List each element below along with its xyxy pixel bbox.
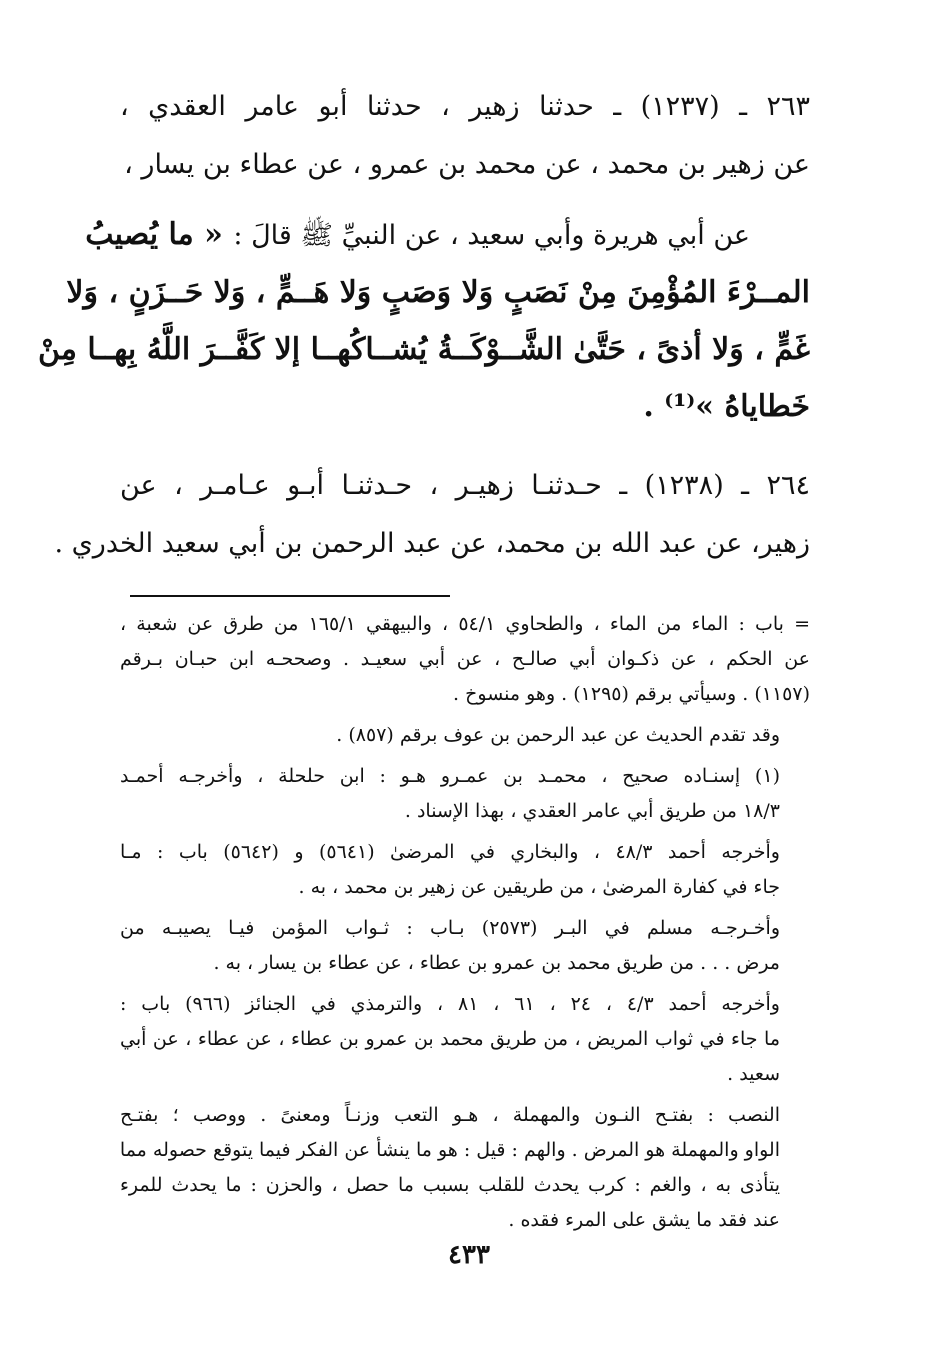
footnote-line: عن الحكم ، عن ذكـوان أبي صالـح ، عن أبي سعيـد . وصححـه ابن حبـان بـرقم [120, 648, 810, 670]
hadith-263 [120, 78, 810, 194]
footnote-line: وقد تقدم الحديث عن عبد الرحمن بن عوف برقم (٨٥٧) . [336, 724, 780, 746]
footnote-paragraph [120, 987, 810, 1092]
matn-line-3: غَمٍّ ، وَلا أذىً ، حَتَّىٰ الشَّــوْكَــةُ يُشــاكُهــا إلا كَفَّــرَ اللَّهُ بِهــا مِنْ [38, 332, 810, 367]
matn-line-1 [85, 206, 810, 264]
footnote-continuation [120, 607, 810, 712]
footnote-glossary [120, 1098, 810, 1238]
footnote-line: = باب : الماء من الماء ، والطحاوي ٥٤/١ ، والبيهقي ١٦٥/١ من طرق عن شعبة ، [120, 613, 811, 635]
footnote-line: وأخـرجـه مسلم في البـر (٢٥٧٣) بـاب : ثـواب المؤمن فيـا يصيبـه من [120, 917, 780, 939]
footnote-line: وأخرجه أحمد ٤٨/٣ ، والبخاري في المرضىٰ (٥٦٤١) و (٥٦٤٢) باب : مـا [120, 841, 780, 863]
footnote-line: وأخرجه أحمد ٤/٣ ، ٢٤ ، ٦١ ، ٨١ ، والترمذي في الجنائز (٩٦٦) باب : [120, 993, 780, 1015]
footnote-line: جاء في كفارة المرضىٰ ، من طريقين عن زهير بن محمد ، به . [298, 876, 780, 898]
footnote-line: يتأذى به ، والغم : كرب يحدث للقلب بسبب ما حصل ، والحزن : ما يحدث للمرء [120, 1174, 780, 1196]
footnote-paragraph [120, 835, 810, 905]
matn-intro: عن أبي هريرة وأبي سعيد ، عن النبيِّ ﷺ قالَ : [233, 220, 750, 251]
footnote-line: الواو والمهملة هو المرض . والهم : قيل : هو ما ينشأ عن الفكر فيما يتوقع حصوله مما [119, 1139, 780, 1161]
hadith-264-line-2: زهير، عن عبد الله بن محمد، عن عبد الرحمن بن أبي سعيد الخدري . [54, 528, 810, 559]
matn-line-2: المــرْءَ المُؤْمِنَ مِنْ نَصَبٍ وَلا وَصَبٍ وَلا هَــمٍّ ، وَلا حَــزَنٍ ، وَلا [66, 275, 810, 310]
page-number: ٤٣٣ [448, 1240, 490, 1270]
hadith-263-matn [38, 206, 810, 435]
footnote-line: مرض . . . من طريق محمد بن عمرو بن عطاء ، عن عطاء بن يسار ، به . [213, 952, 780, 974]
hadith-264 [54, 457, 811, 573]
footnote-line: ما جاء في ثواب المريض ، من طريق محمد بن عمرو بن عطاء ، عن عطاء ، عن أبي [120, 1028, 780, 1050]
hadith-263-line-2: عن زهير بن محمد ، عن محمد بن عمرو ، عن عطاء بن يسار ، [124, 149, 810, 180]
footnote-paragraph [120, 911, 810, 981]
footnote-paragraph [120, 718, 810, 753]
page-body [38, 78, 811, 1244]
footnote-line: (١١٥٧) . وسيأتي برقم (١٢٩٥) . وهو منسوخ . [453, 683, 810, 705]
matn-line-4: خَطاياهُ »⁽¹⁾ . [643, 389, 810, 424]
hadith-264-line-1: ٢٦٤ ـ (١٢٣٨) ـ حـدثنـا زهيـر ، حـدثنـا أبـو عـامـر ، عن [120, 470, 811, 501]
footnote-line: ١٨/٣ من طريق أبي عامر العقدي ، بهذا الإسناد . [404, 800, 780, 822]
matn-text-1: « ما يُصيبُ [85, 217, 223, 252]
footnote-line: سعيد . [727, 1063, 780, 1085]
footnotes [120, 607, 810, 1238]
footnote-1 [120, 759, 810, 829]
footnote-line: النصب : بفتـح النـون والمهملة ، هـو التعب وزنـاً ومعنىً . ووصب ؛ بفتـح [120, 1104, 780, 1126]
footnote-line: عند فقد ما يشق على المرء فقده . [508, 1209, 780, 1231]
hadith-263-line-1: ٢٦٣ ـ (١٢٣٧) ـ حدثنا زهير ، حدثنا أبو عامر العقدي ، [120, 91, 810, 122]
footnote-separator [130, 595, 450, 597]
footnote-line: (١) إسنـاده صحيح ، محمـد بن عمـرو هـو : ابن حلحلة ، وأخرجـه أحمـد [120, 765, 780, 787]
